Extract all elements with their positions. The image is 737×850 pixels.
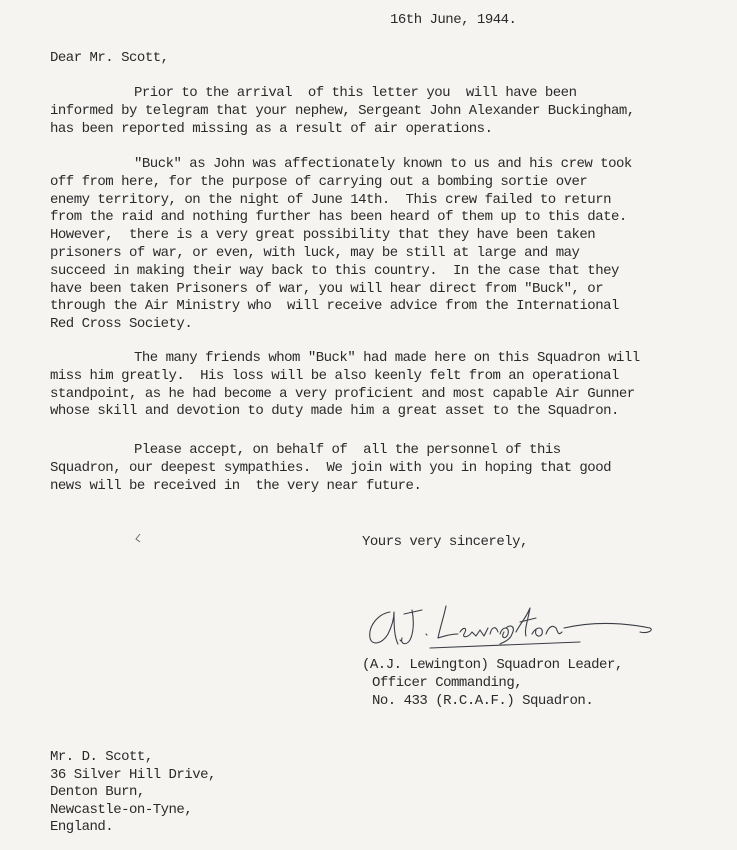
- paragraph-line: through the Air Ministry who will receive advice from the International: [50, 298, 619, 315]
- paragraph-line: succeed in making their way back to this country. In the case that they: [50, 262, 619, 279]
- signature-block: [362, 656, 623, 710]
- letter-date: 16th June, 1944.: [390, 12, 517, 28]
- paragraph-line: news will be received in the very near future.: [50, 477, 422, 494]
- paragraph-line: The many friends whom "Buck" had made here on this Squadron will: [134, 350, 640, 366]
- paragraph-line: Please accept, on behalf of all the personnel of this: [134, 442, 561, 458]
- paragraph-line: miss him greatly. His loss will be also keenly felt from an operational: [50, 367, 619, 384]
- address-line: 36 Silver Hill Drive,: [50, 766, 216, 783]
- address-line: Denton Burn,: [50, 784, 145, 801]
- closing: Yours very sincerely,: [362, 534, 528, 550]
- paragraph-line: informed by telegram that your nephew, Sergeant John Alexander Buckingham,: [50, 102, 635, 119]
- paragraph-1: [50, 85, 720, 138]
- paragraph-line: Red Cross Society.: [50, 316, 193, 333]
- handwritten-signature-icon: [360, 598, 670, 656]
- paragraph-line: standpoint, as he had become a very proficient and most capable Air Gunner: [50, 385, 635, 402]
- paragraph-line: has been reported missing as a result of air operations.: [50, 120, 493, 137]
- signatory-name-rank: (A.J. Lewington) Squadron Leader,: [362, 657, 623, 673]
- stray-ink-mark-icon: [134, 533, 142, 543]
- address-line: England.: [50, 819, 114, 836]
- signatory-squadron: No. 433 (R.C.A.F.) Squadron.: [372, 693, 594, 709]
- salutation: Dear Mr. Scott,: [50, 50, 169, 66]
- address-line: Mr. D. Scott,: [50, 749, 153, 765]
- paragraph-3: [50, 350, 720, 421]
- address-line: Newcastle-on-Tyne,: [50, 801, 193, 818]
- paragraph-line: "Buck" as John was affectionately known to us and his crew took: [134, 156, 632, 172]
- paragraph-line: enemy territory, on the night of June 14th. This crew failed to return: [50, 191, 611, 208]
- paragraph-line: Squadron, our deepest sympathies. We join with you in hoping that good: [50, 459, 611, 476]
- paragraph-line: have been taken Prisoners of war, you will hear direct from "Buck", or: [50, 280, 604, 297]
- paragraph-line: from the raid and nothing further has been heard of them up to this date.: [50, 209, 627, 226]
- paragraph-line: whose skill and devotion to duty made him a great asset to the Squadron.: [50, 403, 619, 420]
- paragraph-line: However, there is a very great possibility that they have been taken: [50, 227, 596, 244]
- recipient-address: [50, 749, 216, 837]
- paragraph-line: Prior to the arrival of this letter you will have been: [134, 85, 577, 101]
- paragraph-4: [50, 442, 720, 495]
- paragraph-2: [50, 156, 720, 334]
- paragraph-line: off from here, for the purpose of carrying out a bombing sortie over: [50, 173, 588, 190]
- signatory-title: Officer Commanding,: [372, 675, 523, 691]
- paragraph-line: prisoners of war, or even, with luck, may be still at large and may: [50, 244, 580, 261]
